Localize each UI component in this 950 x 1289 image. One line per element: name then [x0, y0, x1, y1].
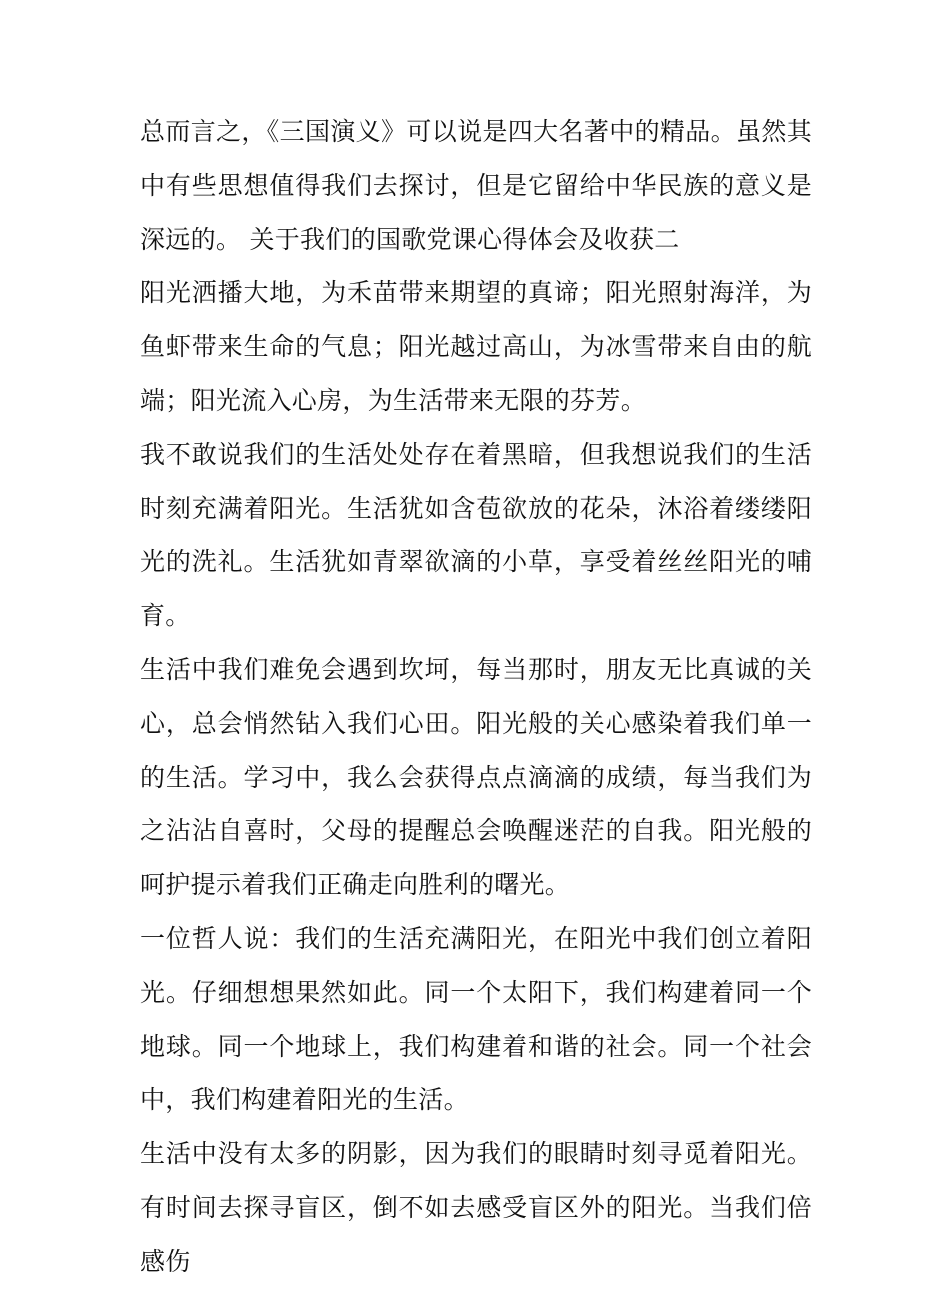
paragraph-philosopher-quote: 一位哲人说：我们的生活充满阳光，在阳光中我们创立着阳光。仔细想想果然如此。同一个太阳下，我们构建着同一个地球。同一个地球上，我们构建着和谐的社会。同一个社会中，我们构建着阳光的生活。 [140, 923, 812, 1115]
paragraph-no-shadows: 生活中没有太多的阴影，因为我们的眼睛时刻寻觅着阳光。有时间去探寻盲区，倒不如去感受盲区外的阳光。当我们倍感伤 [140, 1139, 812, 1276]
paragraph-sunshine-intro: 阳光洒播大地，为禾苗带来期望的真谛；阳光照射海洋，为鱼虾带来生命的气息；阳光越过高山，为冰雪带来自由的航端；阳光流入心房，为生活带来无限的芬芳。 [140, 278, 812, 415]
paragraph-care-of-friends-parents: 生活中我们难免会遇到坎坷，每当那时，朋友无比真诚的关心，总会悄然钻入我们心田。阳光般的关心感染着我们单一的生活。学习中，我么会获得点点滴滴的成绩，每当我们为之沾沾自喜时，父母的提醒总会唤醒迷茫的自我。阳光般的呵护提示着我们正确走向胜利的曙光。 [140, 654, 812, 900]
paragraph-conclusion: 总而言之，《三国演义》可以说是四大名著中的精品。虽然其中有些思想值得我们去探讨，但是它留给中华民族的意义是深远的。 关于我们的国歌党课心得体会及收获二 [140, 117, 812, 254]
document-body [140, 105, 812, 1289]
paragraph-life-full-of-sunshine: 我不敢说我们的生活处处存在着黑暗，但我想说我们的生活时刻充满着阳光。生活犹如含苞欲放的花朵，沐浴着缕缕阳光的洗礼。生活犹如青翠欲滴的小草，享受着丝丝阳光的哺育。 [140, 439, 812, 631]
